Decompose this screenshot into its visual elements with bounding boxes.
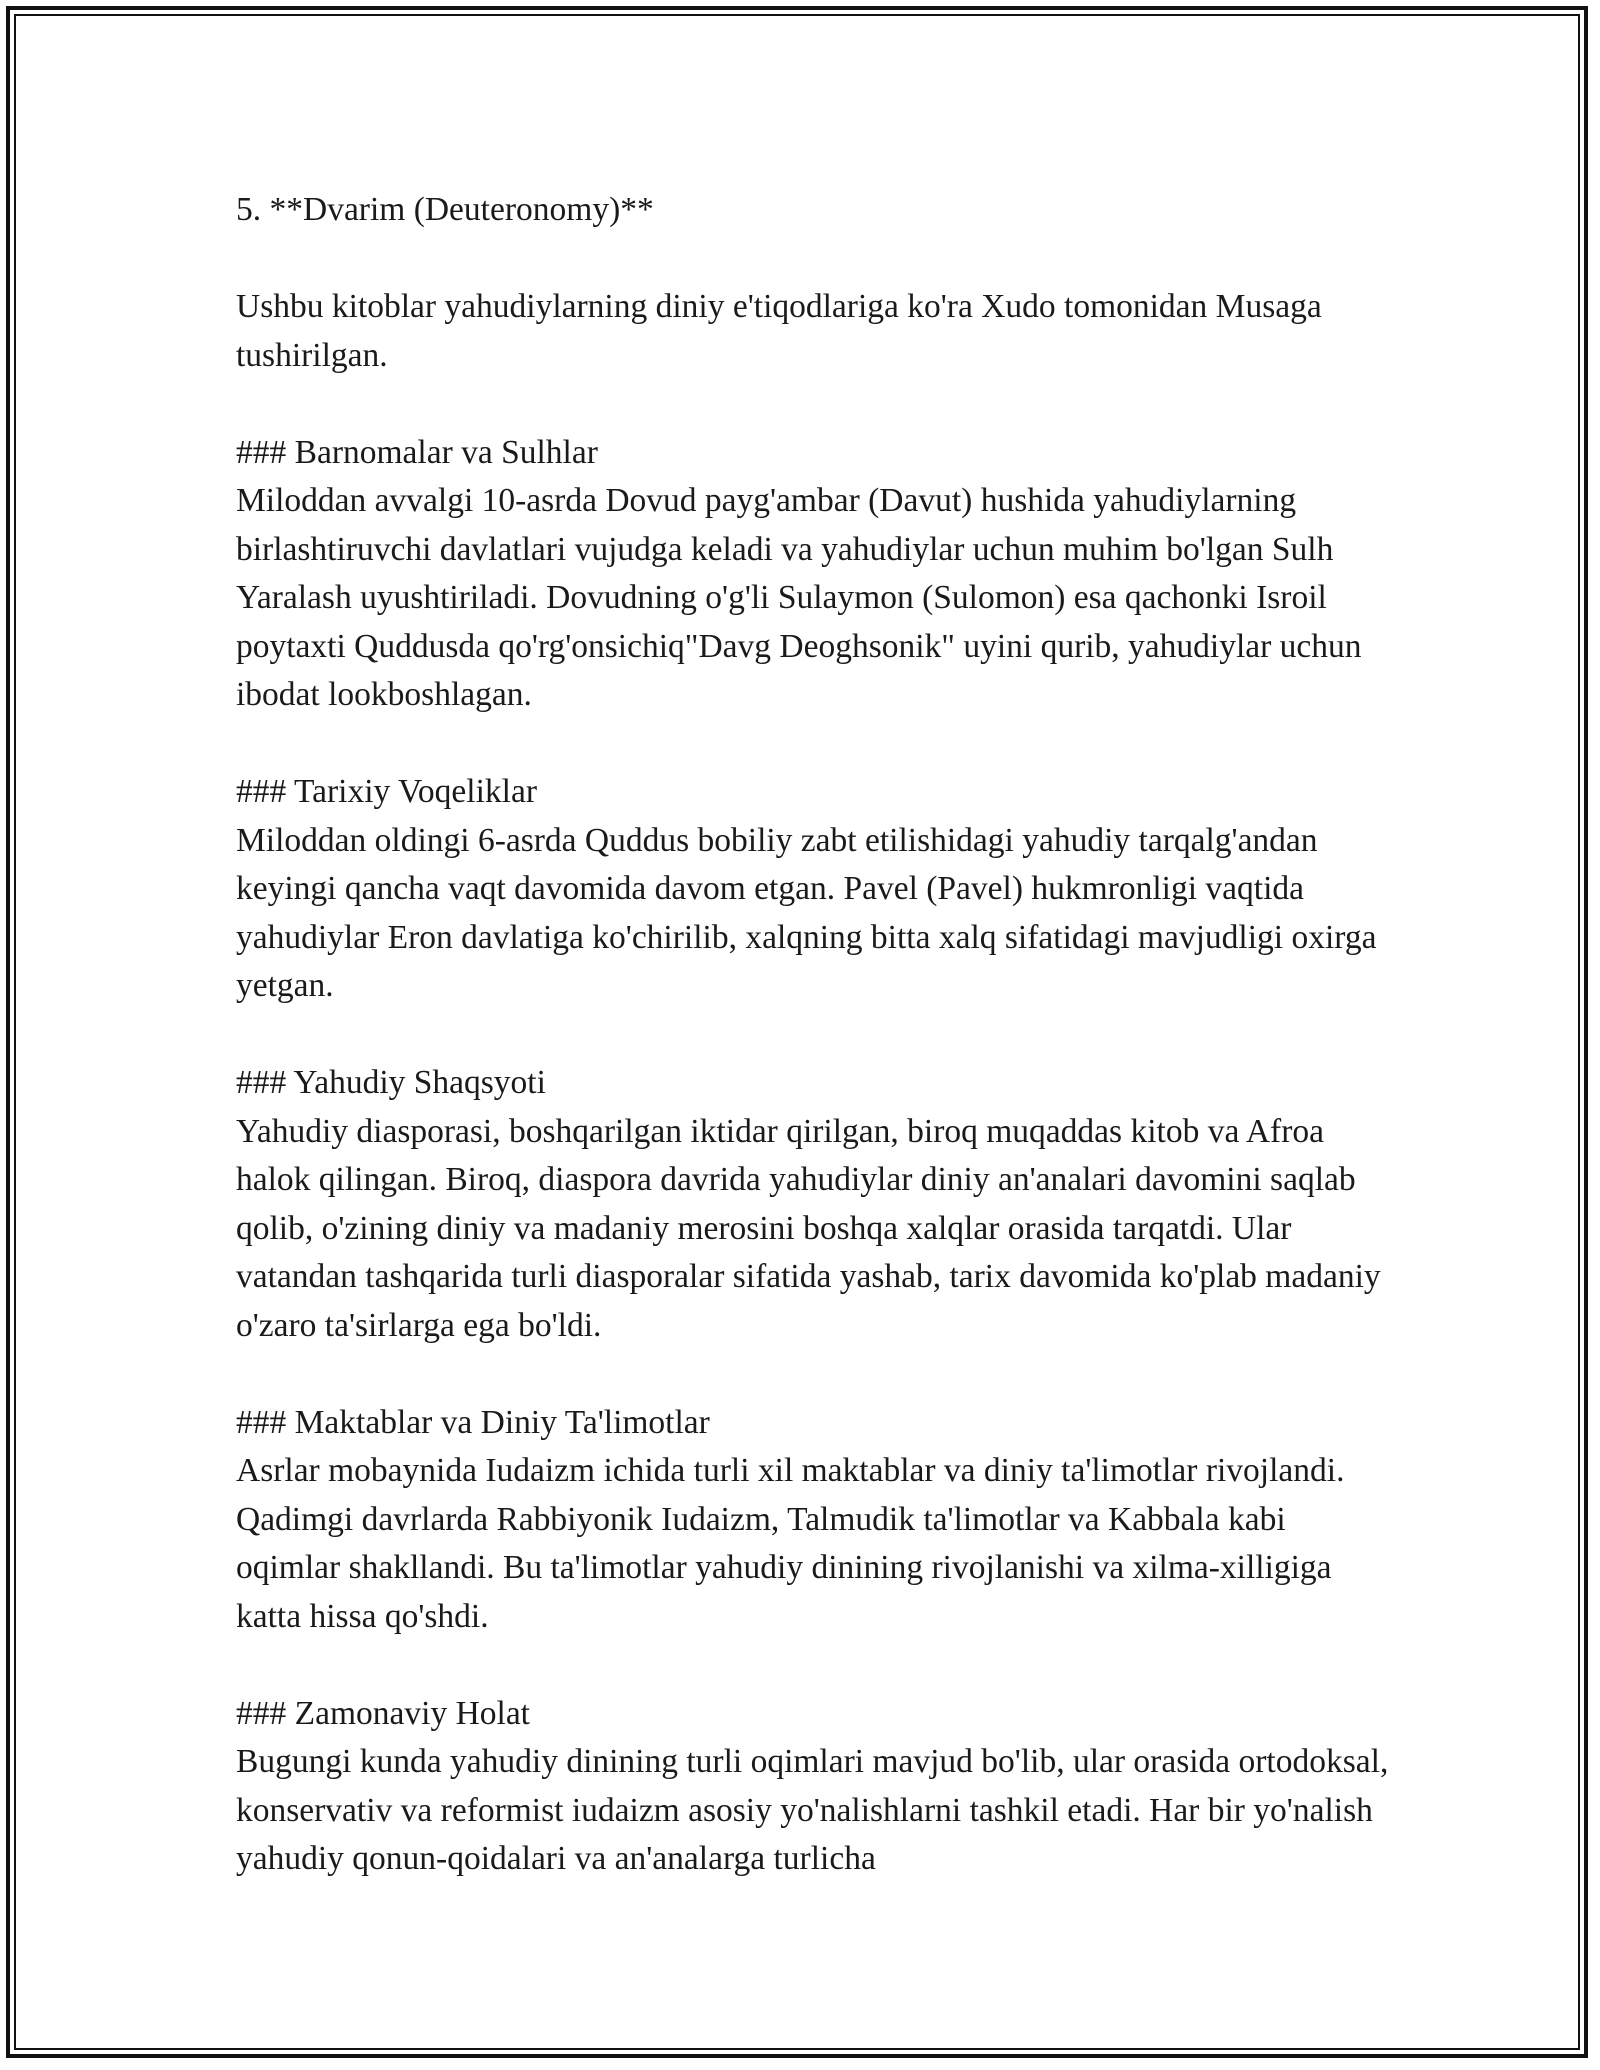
paragraph-gap xyxy=(236,1350,1396,1399)
paragraph-gap xyxy=(236,720,1396,769)
section-paragraph: Miloddan oldingi 6-asrda Quddus bobiliy zabt etilishidagi yahudiy tarqalg'andan keyingi qancha vaqt davomida davom etgan. Pavel (Pavel) hukmronligi vaqtida yahudiylar Eron davlatiga ko'chirilib, xalqning bitta xalq sifatidagi mavjudligi oxirga yetgan. xyxy=(236,821,1377,1004)
paragraph-gap xyxy=(236,235,1396,284)
section-heading: ### Barnomalar va Sulhlar xyxy=(236,433,598,471)
section-heading: ### Tarixiy Voqeliklar xyxy=(236,773,537,810)
intro-paragraph: Ushbu kitoblar yahudiylarning diniy e'tiqodlariga ko'ra Xudo tomonidan Musaga tushirilgan. xyxy=(236,288,1322,374)
list-item-heading: 5. **Dvarim (Deuteronomy)** xyxy=(236,191,654,228)
paragraph-gap xyxy=(236,1641,1396,1690)
paragraph-gap xyxy=(236,1011,1396,1060)
section-heading: ### Zamonaviy Holat xyxy=(236,1694,530,1732)
section-paragraph: Bugungi kunda yahudiy dinining turli oqimlari mavjud bo'lib, ular orasida ortodoksal, konservativ va reformist iudaizm asosiy yo'nalishlarni tashkil etadi. Har bir yo'nalish yahudiy qonun-qoidalari va an'analarga turlicha xyxy=(236,1743,1389,1877)
document-body xyxy=(236,186,1396,1884)
section-paragraph: Asrlar mobaynida Iudaizm ichida turli xil maktablar va diniy ta'limotlar rivojlandi. Qadimgi davrlarda Rabbiyonik Iudaizm, Talmudik ta'limotlar va Kabbala kabi oqimlar shakllandi. Bu ta'limotlar yahudiy dinining rivojlanishi va xilma-xilligiga katta hissa qo'shdi. xyxy=(236,1452,1345,1635)
section-heading: ### Yahudiy Shaqsyoti xyxy=(236,1064,546,1101)
paragraph-gap xyxy=(236,380,1396,429)
section-heading: ### Maktablar va Diniy Ta'limotlar xyxy=(236,1403,710,1441)
section-paragraph: Miloddan avvalgi 10-asrda Dovud payg'ambar (Davut) hushida yahudiylarning birlashtiruvchi davlatlari vujudga keladi va yahudiylar uchun muhim bo'lgan Sulh Yaralash uyushtiriladi. Dovudning o'g'li Sulaymon (Sulomon) esa qachonki Isroil poytaxti Quddusda qo'rg'onsichiq"Davg Deoghsonik" uyini qurib, yahudiylar uchun ibodat lookboshlagan. xyxy=(236,482,1362,713)
section-paragraph: Yahudiy diasporasi, boshqarilgan iktidar qirilgan, biroq muqaddas kitob va Afroa halok qilingan. Biroq, diaspora davrida yahudiylar diniy an'analari davomini saqlab qolib, o'zining diniy va madaniy merosini boshqa xalqlar orasida tarqatdi. Ular vatandan tashqarida turli diasporalar sifatida yashab, tarix davomida ko'plab madaniy o'zaro ta'sirlarga ega bo'ldi. xyxy=(236,1112,1381,1344)
